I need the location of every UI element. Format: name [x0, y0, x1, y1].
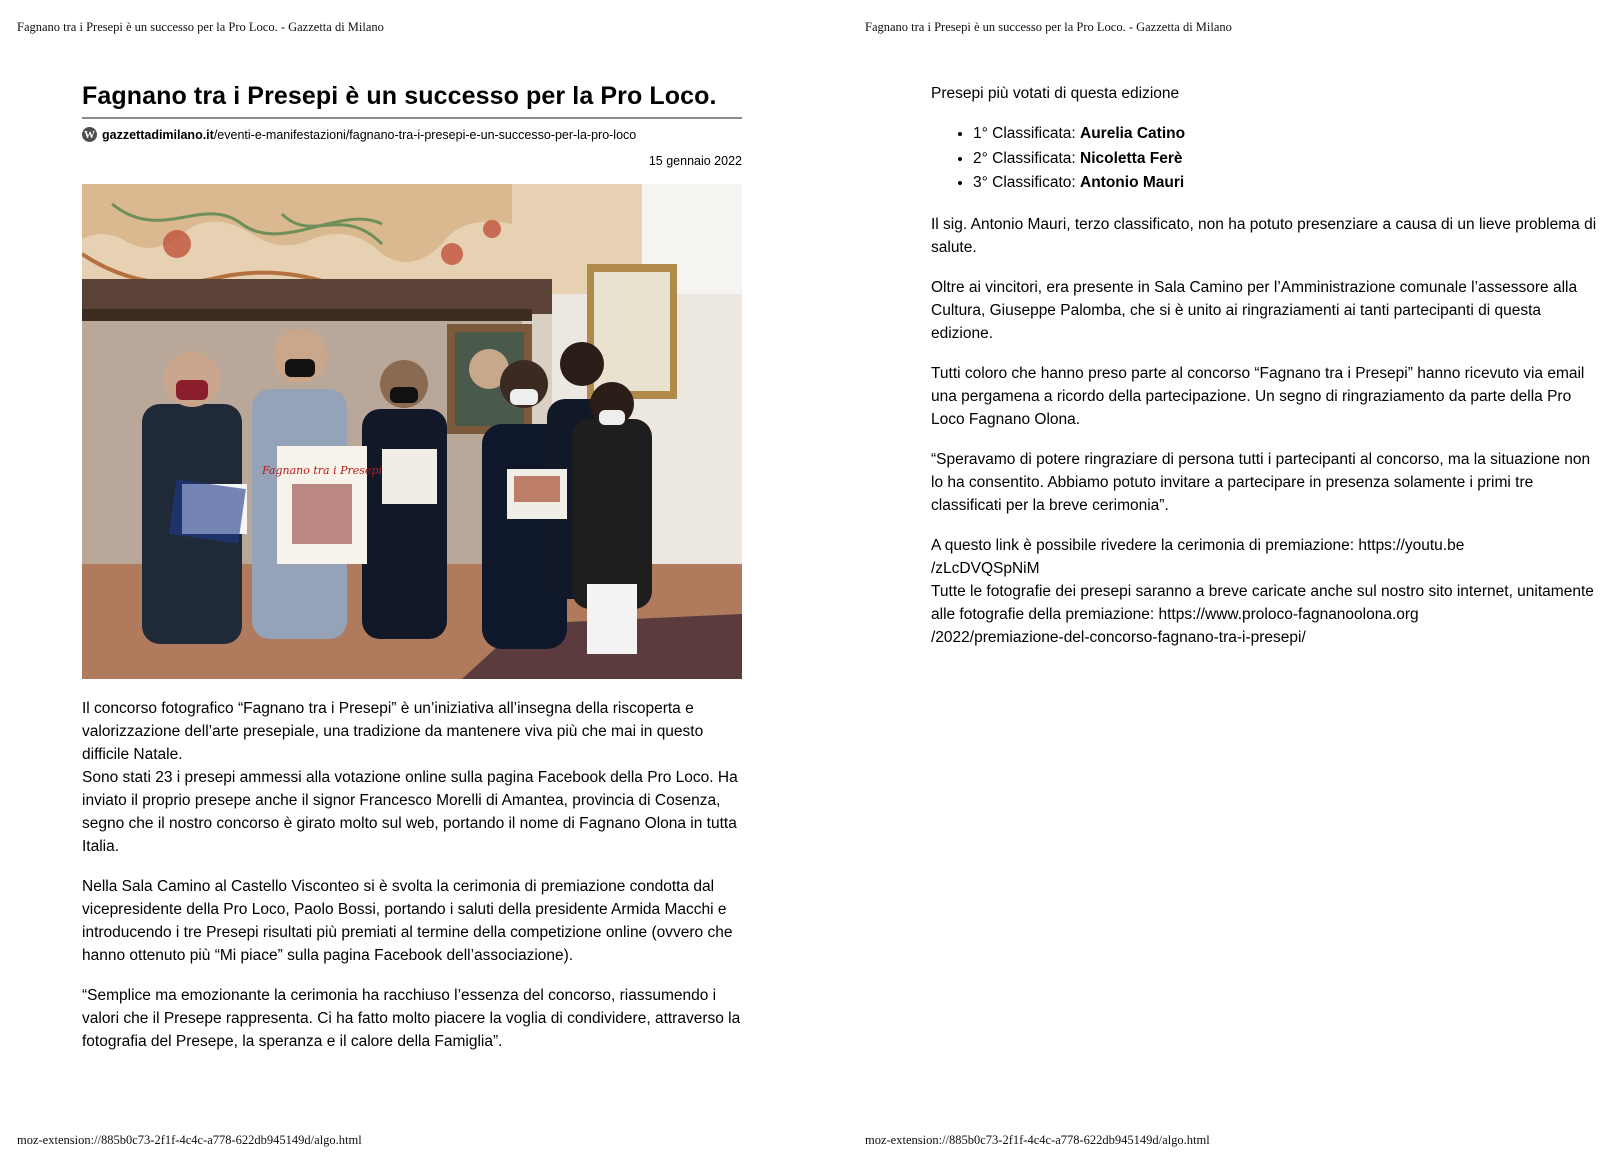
article-right-column — [931, 82, 1601, 649]
winners-list — [931, 122, 1601, 196]
source-domain: gazzettadimilano.it — [102, 127, 214, 142]
winner-place: 2° Classificata: — [973, 149, 1080, 167]
winner-name: Aurelia Catino — [1080, 125, 1186, 142]
winners-heading: Presepi più votati di questa edizione — [931, 85, 1180, 102]
winner-place: 1° Classificata: — [973, 125, 1080, 142]
wordpress-icon: W — [84, 128, 95, 141]
article-paragraph: Tutti coloro che hanno preso parte al concorso “Fagnano tra i Presepi” hanno ricevuto via email una pergamena a ricordo della partecipazione. Un segno di ringraziamento da parte della Pro Loco Fagnano Olona. — [931, 364, 1585, 428]
article-paragraph: “Speravamo di potere ringraziare di persona tutti i partecipanti al concorso, ma la situazione non lo ha consentito. Abbiamo potuto invitare a partecipare in presenza solamente i primi tre classificati per la breve cerimonia”. — [931, 450, 1591, 514]
youtube-link-text[interactable]: A questo link è possibile rivedere la cerimonia di premiazione: https://youtu.be — [931, 536, 1465, 554]
list-item — [973, 147, 1601, 172]
article-date: 15 gennaio 2022 — [648, 154, 742, 168]
paragraph-intro: Il concorso fotografico “Fagnano tra i Presepi” è un’iniziativa all’insegna della riscoperta e valorizzazione dell’arte presepiale, una tradizione da mantenere viva più che mai in questo difficile Natale. — [82, 700, 704, 763]
winner-place: 3° Classificato: — [973, 174, 1080, 191]
article-paragraph: “Semplice ma emozionante la cerimonia ha racchiuso l’essenza del concorso, riassumendo i valori che il Presepe rappresenta. Ci ha fatto molto piacere la voglia di condividere, attraverso la fotografia del Presepe, la speranza e il calore della Famiglia”. — [82, 987, 741, 1050]
links-paragraph — [931, 534, 1601, 649]
website-link-continued[interactable]: /2022/premiazione-del-concorso-fagnano-tra-i-presepi/ — [931, 628, 1306, 646]
print-header: Fagnano tra i Presepi è un successo per la Pro Loco. - Gazzetta di Milano — [17, 20, 384, 34]
source-line — [82, 127, 742, 142]
source-link[interactable] — [102, 128, 636, 142]
article-paragraph: Il sig. Antonio Mauri, terzo classificato, non ha potuto presenziare a causa di un lieve problema di salute. — [931, 215, 1597, 256]
winner-name: Antonio Mauri — [1080, 174, 1185, 191]
list-item — [973, 171, 1601, 196]
photo-poster-text: Fagnano tra i Presepi — [262, 464, 382, 477]
print-page-left — [0, 0, 807, 1161]
article-photo — [82, 184, 742, 679]
article-left-column — [82, 82, 742, 1053]
print-footer: moz-extension://885b0c73-2f1f-4c4c-a778-622db945149d/algo.html — [865, 1133, 1210, 1147]
print-header: Fagnano tra i Presepi è un successo per la Pro Loco. - Gazzetta di Milano — [865, 20, 1232, 34]
winner-name: Nicoletta Ferè — [1080, 149, 1183, 167]
article-title: Fagnano tra i Presepi è un successo per la Pro Loco. — [82, 82, 742, 119]
youtube-link-continued[interactable]: /zLcDVQSpNiM — [931, 559, 1040, 577]
list-item — [973, 122, 1601, 147]
article-paragraph — [82, 697, 742, 858]
website-link-text[interactable]: Tutte le fotografie dei presepi saranno a breve caricate anche sul nostro sito internet, unitamente alle fotografie della premiazione: https://www.proloco-fagnanoolona.org — [931, 582, 1594, 623]
article-paragraph: Nella Sala Camino al Castello Visconteo si è svolta la cerimonia di premiazione condotta dal vicepresidente della Pro Loco, Paolo Bossi, portando i saluti della presidente Armida Macchi e introducendo i tre Presepi risultati più premiati al termine della competizione online (ovvero che hanno ottenuto più “Mi piace” sulla pagina Facebook dell’associazione). — [82, 878, 733, 964]
paragraph-presepi-count: Sono stati 23 i presepi ammessi alla votazione online sulla pagina Facebook della Pro Loco. Ha inviato il proprio presepe anche il signor Francesco Morelli di Amantea, provincia di Cosenza, segno che il nostro concorso è girato molto sul web, portando il nome di Fagnano Olona in tutta Italia. — [82, 769, 738, 855]
article-paragraph: Oltre ai vincitori, era presente in Sala Camino per l’Amministrazione comunale l’assessore alla Cultura, Giuseppe Palomba, che si è unito ai ringraziamenti ai tanti partecipanti di questa edizione. — [931, 278, 1578, 342]
source-path: /eventi-e-manifestazioni/fagnano-tra-i-presepi-e-un-successo-per-la-pro-loco — [213, 127, 637, 142]
print-footer: moz-extension://885b0c73-2f1f-4c4c-a778-622db945149d/algo.html — [17, 1133, 362, 1147]
print-page-right — [865, 0, 1615, 1161]
